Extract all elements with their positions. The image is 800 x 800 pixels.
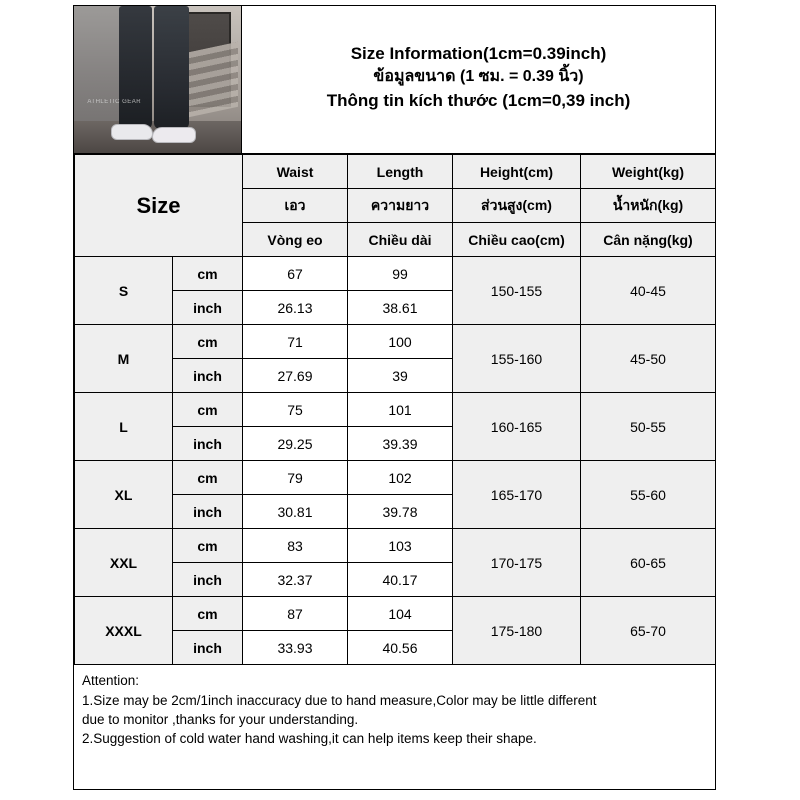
photo-shoe-left [111,124,153,141]
attention-title: Attention: [82,673,140,688]
row-size-xxl: XXL [75,529,173,597]
photo-shoe-right [152,127,196,144]
table-row [75,325,716,359]
product-photo [74,6,242,153]
header-waist-en: Waist [243,155,348,189]
attention-line-1a: 1.Size may be 2cm/1inch inaccuracy due to hand measure,Color may be little different [82,693,597,709]
row-unit-cm: cm [173,597,243,631]
cell-weight: 50-55 [581,393,716,461]
cell-length-inch: 39 [348,359,453,393]
cell-weight: 45-50 [581,325,716,393]
cell-waist-inch: 26.13 [243,291,348,325]
cell-waist-cm: 75 [243,393,348,427]
photo-trouser-right-leg [154,6,189,129]
header-waist-th: เอว [243,189,348,223]
header-length-vi: Chiều dài [348,223,453,257]
header-weight-vi: Cân nặng(kg) [581,223,716,257]
header-height-th: ส่วนสูง(cm) [453,189,581,223]
header-length-en: Length [348,155,453,189]
row-unit-inch: inch [173,427,243,461]
row-unit-cm: cm [173,529,243,563]
row-unit-inch: inch [173,291,243,325]
row-unit-inch: inch [173,495,243,529]
attention-line-2: 2.Suggestion of cold water hand washing,it can help items keep their shape. [82,731,537,747]
title-english: Size Information(1cm=0.39inch) [350,44,607,64]
cell-height: 165-170 [453,461,581,529]
table-row [75,597,716,631]
header-waist-vi: Vòng eo [243,223,348,257]
photo-trouser-left-leg [119,6,152,129]
header-size-label: Size [75,155,243,257]
row-size-m: M [75,325,173,393]
header-section [74,6,715,154]
cell-length-cm: 99 [348,257,453,291]
table-row [75,461,716,495]
row-unit-inch: inch [173,631,243,665]
cell-waist-inch: 30.81 [243,495,348,529]
cell-height: 150-155 [453,257,581,325]
cell-waist-cm: 79 [243,461,348,495]
cell-waist-cm: 83 [243,529,348,563]
cell-height: 170-175 [453,529,581,597]
cell-waist-cm: 87 [243,597,348,631]
title-block [242,6,715,153]
cell-length-cm: 103 [348,529,453,563]
cell-length-cm: 101 [348,393,453,427]
title-thai: ข้อมูลขนาด (1 ซม. = 0.39 นิ้ว) [373,68,584,86]
row-unit-cm: cm [173,325,243,359]
header-weight-th: น้ำหนัก(kg) [581,189,716,223]
row-unit-cm: cm [173,393,243,427]
table-header-row-en [75,155,716,189]
row-size-l: L [75,393,173,461]
cell-height: 175-180 [453,597,581,665]
cell-waist-cm: 67 [243,257,348,291]
attention-line-1b: due to monitor ,thanks for your understanding. [82,712,359,728]
cell-waist-inch: 33.93 [243,631,348,665]
cell-weight: 65-70 [581,597,716,665]
cell-length-inch: 39.78 [348,495,453,529]
cell-length-inch: 40.56 [348,631,453,665]
header-length-th: ความยาว [348,189,453,223]
header-height-vi: Chiều cao(cm) [453,223,581,257]
row-unit-cm: cm [173,257,243,291]
cell-height: 160-165 [453,393,581,461]
cell-length-cm: 102 [348,461,453,495]
table-row [75,529,716,563]
cell-length-cm: 100 [348,325,453,359]
cell-waist-inch: 27.69 [243,359,348,393]
table-row [75,257,716,291]
cell-waist-cm: 71 [243,325,348,359]
header-weight-en: Weight(kg) [581,155,716,189]
attention-section [74,665,715,797]
photo-watermark: ATHLETIC GEAR [87,98,142,105]
title-vietnamese: Thông tin kích thước (1cm=0,39 inch) [326,90,631,110]
cell-length-inch: 39.39 [348,427,453,461]
row-unit-cm: cm [173,461,243,495]
cell-height: 155-160 [453,325,581,393]
cell-waist-inch: 29.25 [243,427,348,461]
row-unit-inch: inch [173,359,243,393]
size-table [74,154,716,665]
cell-weight: 55-60 [581,461,716,529]
cell-weight: 60-65 [581,529,716,597]
cell-length-cm: 104 [348,597,453,631]
row-size-xl: XL [75,461,173,529]
cell-weight: 40-45 [581,257,716,325]
header-height-en: Height(cm) [453,155,581,189]
row-size-s: S [75,257,173,325]
size-chart-sheet [73,5,716,790]
row-unit-inch: inch [173,563,243,597]
row-size-xxxl: XXXL [75,597,173,665]
table-row [75,393,716,427]
cell-length-inch: 40.17 [348,563,453,597]
cell-waist-inch: 32.37 [243,563,348,597]
cell-length-inch: 38.61 [348,291,453,325]
